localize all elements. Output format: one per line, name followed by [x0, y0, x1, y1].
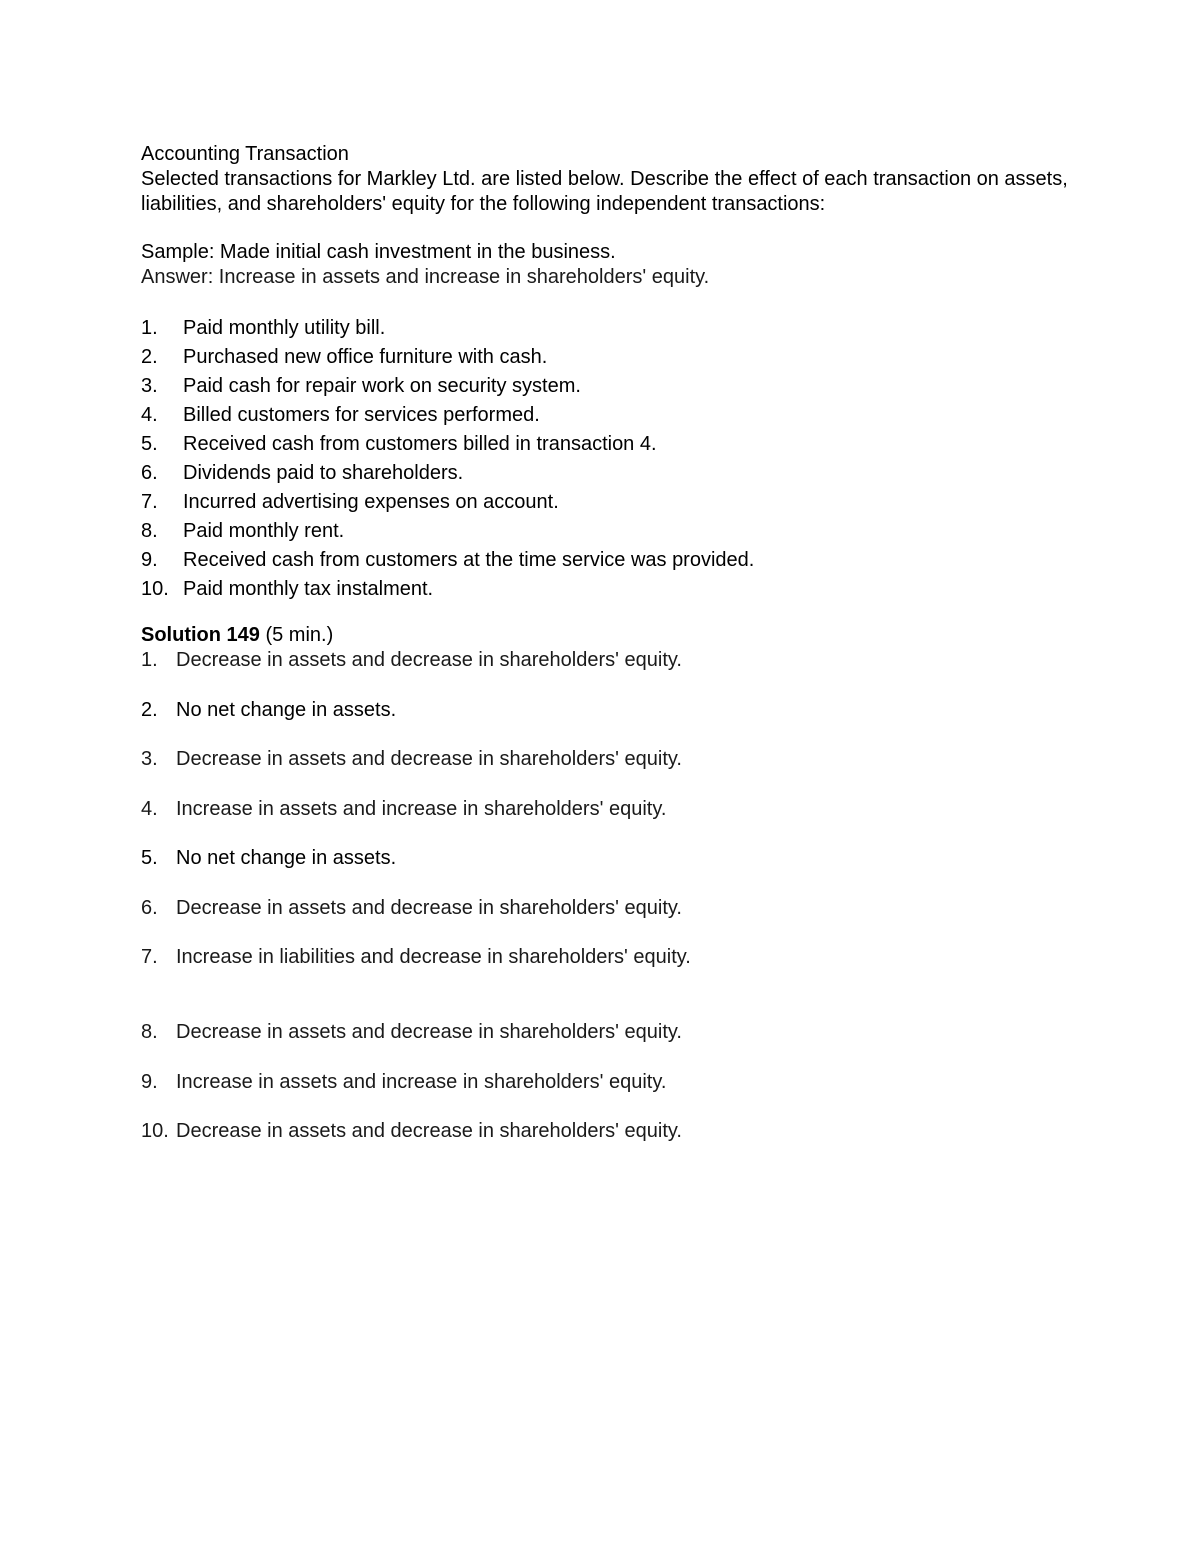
- solution-heading: [141, 622, 1071, 648]
- question-number: 10.: [141, 578, 169, 600]
- question-text: Incurred advertising expenses on account.: [183, 491, 559, 513]
- answer-item: [141, 747, 1071, 772]
- answer-number: 10.: [141, 1120, 169, 1142]
- question-text: Paid monthly tax instalment.: [183, 578, 434, 600]
- answer-number: 8.: [141, 1021, 158, 1043]
- solution-time: (5 min.): [265, 624, 334, 646]
- answer-item: [141, 945, 1071, 970]
- question-text: Paid monthly rent.: [183, 520, 345, 542]
- answer-item: [141, 896, 1071, 921]
- answer-item: [141, 1020, 1071, 1045]
- question-text: Received cash from customers at the time service was provided.: [183, 549, 755, 571]
- question-item: [141, 575, 1071, 604]
- sample-question: Sample: Made initial cash investment in the business.: [141, 241, 616, 263]
- answer-number: 4.: [141, 797, 158, 820]
- answer-text: Decrease in assets and decrease in shareholders' equity.: [176, 896, 682, 919]
- document-title: Accounting Transaction: [141, 143, 349, 165]
- answer-item: [141, 1070, 1071, 1095]
- answer-list: [141, 648, 1071, 1144]
- question-number: 1.: [141, 317, 158, 339]
- question-item: [141, 430, 1071, 459]
- answer-text: Increase in assets and increase in shareholders' equity.: [176, 797, 667, 820]
- answer-number: 1.: [141, 649, 158, 671]
- question-number: 3.: [141, 375, 158, 397]
- answer-number: 2.: [141, 698, 158, 721]
- answer-number: 5.: [141, 847, 158, 869]
- solution-title: Solution 149: [141, 624, 260, 646]
- question-item: [141, 314, 1071, 343]
- answer-number: 3.: [141, 748, 158, 770]
- answer-text: Increase in liabilities and decrease in shareholders' equity.: [176, 946, 691, 968]
- question-number: 9.: [141, 549, 158, 571]
- answer-number: 9.: [141, 1070, 158, 1093]
- question-item: [141, 401, 1071, 430]
- question-number: 8.: [141, 520, 158, 542]
- answer-number: 6.: [141, 896, 158, 919]
- answer-item: [141, 846, 1071, 871]
- question-text: Dividends paid to shareholders.: [183, 462, 464, 484]
- question-item: [141, 343, 1071, 372]
- answer-text: Decrease in assets and decrease in shareholders' equity.: [176, 1120, 682, 1142]
- answer-text: Decrease in assets and decrease in shareholders' equity.: [176, 748, 682, 770]
- answer-text: Decrease in assets and decrease in shareholders' equity.: [176, 649, 682, 671]
- question-number: 6.: [141, 462, 158, 484]
- answer-item: [141, 698, 1071, 723]
- question-item: [141, 372, 1071, 401]
- question-number: 5.: [141, 433, 158, 455]
- question-number: 7.: [141, 491, 158, 513]
- answer-item: [141, 1119, 1071, 1144]
- answer-item: [141, 648, 1071, 673]
- question-text: Billed customers for services performed.: [183, 404, 540, 426]
- answer-item: [141, 797, 1071, 822]
- spacer: [141, 217, 1071, 240]
- answer-number: 7.: [141, 946, 158, 968]
- document-content: [141, 142, 1071, 1169]
- question-text: Received cash from customers billed in transaction 4.: [183, 433, 657, 455]
- answer-text: No net change in assets.: [176, 847, 397, 869]
- question-number: 2.: [141, 346, 158, 368]
- question-item: [141, 517, 1071, 546]
- question-text: Paid cash for repair work on security system.: [183, 375, 581, 397]
- question-list: [141, 314, 1071, 604]
- document-intro: Selected transactions for Markley Ltd. are listed below. Describe the effect of each transaction on assets, liabilities, and shareholders' equity for the following independent transactions:: [141, 168, 1068, 215]
- question-text: Paid monthly utility bill.: [183, 317, 386, 339]
- answer-text: Decrease in assets and decrease in shareholders' equity.: [176, 1021, 682, 1043]
- sample-answer: Answer: Increase in assets and increase in shareholders' equity.: [141, 266, 710, 288]
- question-item: [141, 459, 1071, 488]
- question-item: [141, 546, 1071, 575]
- question-text: Purchased new office furniture with cash.: [183, 346, 548, 368]
- answer-text: Increase in assets and increase in shareholders' equity.: [176, 1070, 667, 1093]
- question-number: 4.: [141, 404, 158, 426]
- answer-text: No net change in assets.: [176, 698, 397, 721]
- question-item: [141, 488, 1071, 517]
